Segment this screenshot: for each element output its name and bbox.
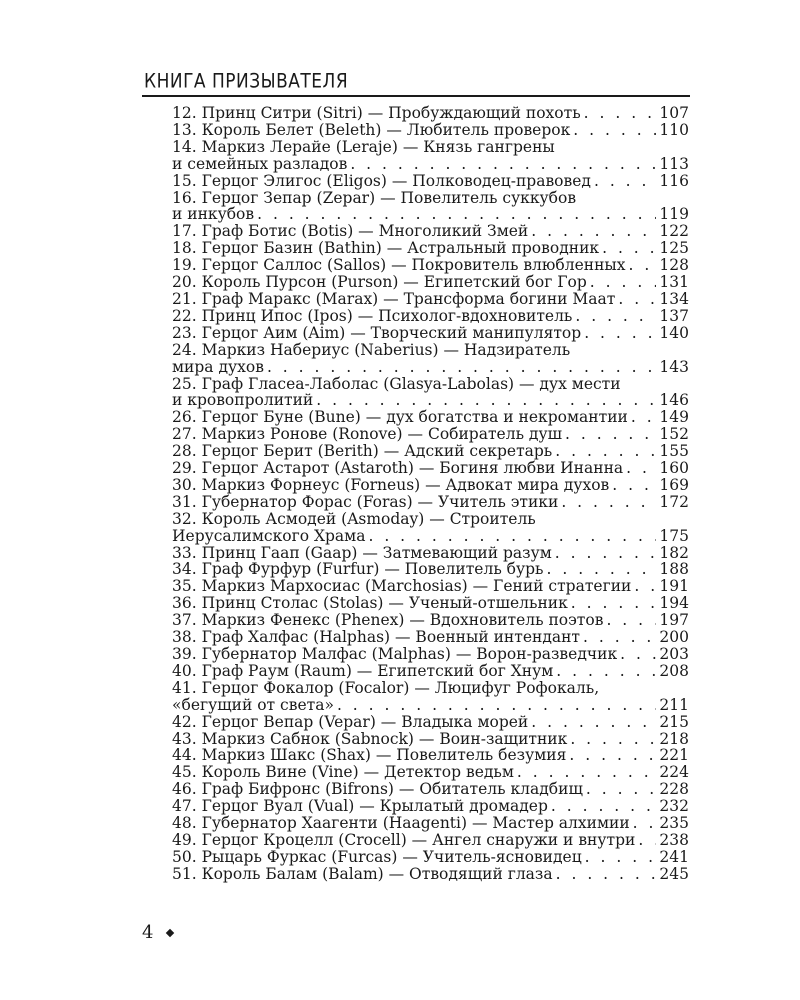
toc-entry-line xyxy=(172,122,689,139)
toc-entry-line xyxy=(172,832,689,849)
dot-leader xyxy=(556,866,657,883)
page-number: 4 xyxy=(142,922,154,943)
dot-leader xyxy=(316,392,656,409)
toc-entry xyxy=(172,578,689,595)
dot-leader xyxy=(350,156,656,173)
toc-page-number: 235 xyxy=(659,814,689,833)
toc-entry-title: 50. Рыцарь Фуркас (Furcas) — Учитель-ясновидец xyxy=(172,847,582,866)
dot-leader xyxy=(337,697,656,714)
toc-entry-line xyxy=(172,815,689,832)
dot-leader xyxy=(594,173,656,190)
toc-page-number: 228 xyxy=(659,780,689,799)
dot-leader xyxy=(555,545,657,562)
toc-page-number: 134 xyxy=(659,289,689,308)
toc-page-number: 221 xyxy=(659,746,689,765)
toc-entry xyxy=(172,477,689,494)
dot-leader xyxy=(602,240,656,257)
toc-entry-line xyxy=(172,849,689,866)
toc-page-number: 113 xyxy=(659,154,689,173)
toc-page-number: 143 xyxy=(659,357,689,376)
dot-leader xyxy=(634,578,656,595)
toc-page-number: 208 xyxy=(659,661,689,680)
toc-entry-title: мира духов xyxy=(172,357,264,376)
toc-entry xyxy=(172,629,689,646)
toc-page-number: 110 xyxy=(659,120,689,139)
toc-entry-line xyxy=(172,714,689,731)
toc-entry-line xyxy=(172,629,689,646)
toc-page-number: 238 xyxy=(659,830,689,849)
toc-entry xyxy=(172,494,689,511)
toc-page-number: 131 xyxy=(659,273,689,292)
toc-entry-title-line xyxy=(172,342,689,359)
toc-entry-line xyxy=(172,561,689,578)
toc-entry-line xyxy=(172,206,689,223)
dot-leader xyxy=(618,291,656,308)
toc-entry-line xyxy=(172,528,689,545)
toc-page-number: 122 xyxy=(659,222,689,241)
toc-entry-title: 49. Герцог Кроцелл (Crocell) — Ангел снаружи и внутри xyxy=(172,830,636,849)
toc-page-number: 149 xyxy=(659,408,689,427)
toc-entry-title: 12. Принц Ситри (Sitri) — Пробуждающий похоть xyxy=(172,104,581,122)
toc-page-number: 232 xyxy=(659,797,689,816)
toc-entry-title: 35. Маркиз Мархосиас (Marchosias) — Гений стратегии xyxy=(172,577,632,596)
toc-entry-title: 43. Маркиз Сабнок (Sabnock) — Воин-защитник xyxy=(172,729,568,748)
toc-entry xyxy=(172,731,689,748)
toc-entry-title: 45. Король Вине (Vine) — Детектор ведьм xyxy=(172,763,514,782)
toc-page-number: 218 xyxy=(659,729,689,748)
toc-entry-title: 32. Король Асмодей (Asmoday) — Строитель xyxy=(172,509,536,528)
toc-entry-line xyxy=(172,359,689,376)
toc-entry xyxy=(172,747,689,764)
toc-entry-line xyxy=(172,477,689,494)
dot-leader xyxy=(606,612,656,629)
toc-entry-title: 36. Принц Столас (Stolas) — Ученый-отшельник xyxy=(172,594,568,613)
toc-entry xyxy=(172,561,689,578)
toc-page-number: 241 xyxy=(659,847,689,866)
dot-leader xyxy=(368,528,656,545)
toc-entry-title: «бегущий от света» xyxy=(172,695,334,714)
dot-leader xyxy=(555,443,656,460)
toc-entry-title: Иерусалимского Храма xyxy=(172,526,366,545)
toc-page-number: 194 xyxy=(659,594,689,613)
toc-entry-line xyxy=(172,494,689,511)
toc-entry-line xyxy=(172,612,689,629)
dot-leader xyxy=(517,764,656,781)
toc-entry-line xyxy=(172,646,689,663)
toc-entry-line xyxy=(172,545,689,562)
toc-entry xyxy=(172,190,689,224)
toc-entry-title: 17. Граф Ботис (Botis) — Многоликий Змей xyxy=(172,222,529,241)
toc-page-number: 211 xyxy=(659,695,689,714)
toc-entry-line xyxy=(172,460,689,477)
dot-leader xyxy=(633,815,657,832)
toc-page-number: 125 xyxy=(659,239,689,258)
toc-entry xyxy=(172,308,689,325)
toc-entry xyxy=(172,325,689,342)
toc-entry-line xyxy=(172,663,689,680)
toc-entry xyxy=(172,545,689,562)
dot-leader xyxy=(531,223,656,240)
toc-entry-line xyxy=(172,156,689,173)
toc-entry xyxy=(172,257,689,274)
page-footer xyxy=(142,922,173,943)
toc-entry-line xyxy=(172,240,689,257)
toc-page-number: 119 xyxy=(659,205,689,224)
dot-leader xyxy=(612,477,656,494)
toc-entry-line xyxy=(172,223,689,240)
toc-entry xyxy=(172,815,689,832)
toc-entry-title: 21. Граф Маракс (Marax) — Трансформа богини Маат xyxy=(172,289,616,308)
toc-page-number: 188 xyxy=(659,560,689,579)
toc-entry xyxy=(172,376,689,410)
toc-page-number: 169 xyxy=(659,475,689,494)
toc-entry xyxy=(172,342,689,376)
diamond-icon xyxy=(166,928,174,936)
dot-leader xyxy=(631,409,657,426)
toc-entry xyxy=(172,764,689,781)
toc-entry xyxy=(172,105,689,122)
dot-leader xyxy=(573,122,656,139)
toc-entry-line xyxy=(172,173,689,190)
toc-entry xyxy=(172,139,689,173)
toc-page-number: 116 xyxy=(659,171,689,190)
dot-leader xyxy=(584,105,657,122)
toc-entry-title: 20. Король Пурсон (Purson) — Египетский бог Гор xyxy=(172,273,587,292)
dot-leader xyxy=(531,714,656,731)
toc-entry xyxy=(172,274,689,291)
toc-entry-title: 46. Граф Бифронс (Bifrons) — Обитатель кладбищ xyxy=(172,780,583,799)
toc-entry-line xyxy=(172,798,689,815)
toc-entry-line xyxy=(172,866,689,883)
toc-page-number: 197 xyxy=(659,611,689,630)
dot-leader xyxy=(629,257,657,274)
toc-entry xyxy=(172,122,689,139)
toc-entry-title: 25. Граф Гласеа-Лаболас (Glasya-Labolas) — дух мести xyxy=(172,374,621,393)
dot-leader xyxy=(590,274,657,291)
toc-entry-title: 15. Герцог Элигос (Eligos) — Полководец-правовед xyxy=(172,171,591,190)
toc-entry xyxy=(172,612,689,629)
toc-page-number: 137 xyxy=(659,306,689,325)
toc-entry-title: 38. Граф Халфас (Halphas) — Военный интендант xyxy=(172,628,581,647)
toc-entry xyxy=(172,714,689,731)
toc-entry xyxy=(172,680,689,714)
toc-page-number: 175 xyxy=(659,526,689,545)
dot-leader xyxy=(571,595,657,612)
dot-leader xyxy=(585,849,657,866)
toc-entry xyxy=(172,240,689,257)
toc-entry-line xyxy=(172,731,689,748)
toc-entry-title: 26. Герцог Буне (Bune) — дух богатства и некромантии xyxy=(172,408,628,427)
toc-entry-title: 40. Граф Раум (Raum) — Египетский бог Хнум xyxy=(172,661,554,680)
toc-page-number: 245 xyxy=(659,864,689,883)
toc-entry-title: и инкубов xyxy=(172,205,255,224)
toc-entry xyxy=(172,173,689,190)
toc-entry xyxy=(172,866,689,883)
toc-entry-line xyxy=(172,764,689,781)
toc-entry-title: 48. Губернатор Хаагенти (Haagenti) — Мастер алхимии xyxy=(172,814,630,833)
toc-entry-title: 24. Маркиз Набериус (Naberius) — Надзиратель xyxy=(172,340,571,359)
toc-entry-title: 30. Маркиз Форнеус (Forneus) — Адвокат мира духов xyxy=(172,475,610,494)
toc-entry xyxy=(172,460,689,477)
toc-entry-line xyxy=(172,291,689,308)
toc-entry xyxy=(172,443,689,460)
header-rule xyxy=(142,95,690,97)
toc-entry xyxy=(172,781,689,798)
toc-entry-line xyxy=(172,747,689,764)
toc-entry-title: 19. Герцог Саллос (Sallos) — Покровитель влюбленных xyxy=(172,256,626,275)
toc-entry-title-line xyxy=(172,511,689,528)
toc-entry-line xyxy=(172,409,689,426)
toc-entry-line xyxy=(172,781,689,798)
dot-leader xyxy=(267,359,656,376)
toc-entry-line xyxy=(172,105,689,122)
toc-entry-title: и кровопролитий xyxy=(172,391,314,410)
dot-leader xyxy=(565,426,656,443)
toc-entry-title: 41. Герцог Фокалор (Focalor) — Люцифуг Рофокаль, xyxy=(172,678,600,697)
toc-entry xyxy=(172,595,689,612)
toc-page-number: 215 xyxy=(659,712,689,731)
toc-page-number: 107 xyxy=(659,104,689,122)
toc-entry-line xyxy=(172,257,689,274)
toc-entry-title-line xyxy=(172,190,689,207)
toc-page-number: 191 xyxy=(659,577,689,596)
toc-entry xyxy=(172,409,689,426)
toc-entry-title: 22. Принц Ипос (Ipos) — Психолог-вдохновитель xyxy=(172,306,573,325)
toc-entry-title: 42. Герцог Вепар (Vepar) — Владыка морей xyxy=(172,712,529,731)
toc-entry-title-line xyxy=(172,680,689,697)
toc-entry-title-line xyxy=(172,376,689,393)
toc-entry-line xyxy=(172,274,689,291)
dot-leader xyxy=(551,798,657,815)
toc-page-number: 146 xyxy=(659,391,689,410)
toc-entry xyxy=(172,663,689,680)
toc-entry-title: 47. Герцог Вуал (Vual) — Крылатый дромадер xyxy=(172,797,548,816)
toc-entry-line xyxy=(172,595,689,612)
dot-leader xyxy=(583,629,656,646)
toc-entry-title: 14. Маркиз Лерайе (Leraje) — Князь гангрены xyxy=(172,137,555,156)
toc-entry xyxy=(172,646,689,663)
toc-entry xyxy=(172,798,689,815)
toc-entry-title: 18. Герцог Базин (Bathin) — Астральный проводник xyxy=(172,239,600,258)
toc-entry-title: 33. Принц Гаап (Gaap) — Затмевающий разум xyxy=(172,543,552,562)
dot-leader xyxy=(569,747,656,764)
dot-leader xyxy=(575,308,656,325)
running-header: КНИГА ПРИЗЫВАТЕЛЯ xyxy=(144,70,349,93)
toc-entry-title: 28. Герцог Берит (Berith) — Адский секретарь xyxy=(172,442,553,461)
toc-entry xyxy=(172,849,689,866)
toc-entry-title-line xyxy=(172,139,689,156)
dot-leader xyxy=(547,561,657,578)
dot-leader xyxy=(561,494,656,511)
toc-page-number: 155 xyxy=(659,442,689,461)
toc-entry-title: 37. Маркиз Фенекс (Phenex) — Вдохновитель поэтов xyxy=(172,611,604,630)
toc-page-number: 182 xyxy=(659,543,689,562)
toc-entry-title: 44. Маркиз Шакс (Shax) — Повелитель безумия xyxy=(172,746,567,765)
toc-entry-title: 31. Губернатор Форас (Foras) — Учитель этики xyxy=(172,492,559,511)
toc-entry-title: 39. Губернатор Малфас (Malphas) — Ворон-разведчик xyxy=(172,645,618,663)
toc-page-number: 224 xyxy=(659,763,689,782)
dot-leader xyxy=(584,325,656,342)
dot-leader xyxy=(257,206,656,223)
toc-entry xyxy=(172,426,689,443)
toc-page-number: 203 xyxy=(659,645,689,663)
dot-leader xyxy=(556,663,656,680)
toc-entry-title: и семейных разладов xyxy=(172,154,348,173)
toc-entry-line xyxy=(172,578,689,595)
toc-entry-title: 29. Герцог Астарот (Astaroth) — Богиня любви Инанна xyxy=(172,459,624,478)
toc-page-number: 128 xyxy=(659,256,689,275)
toc-page-number: 140 xyxy=(659,323,689,342)
toc-entry-title: 51. Король Балам (Balam) — Отводящий глаза xyxy=(172,864,553,883)
dot-leader xyxy=(626,460,656,477)
table-of-contents xyxy=(172,105,689,883)
toc-entry xyxy=(172,223,689,240)
toc-entry-line xyxy=(172,392,689,409)
toc-entry-title: 13. Король Белет (Beleth) — Любитель проверок xyxy=(172,120,571,139)
toc-entry xyxy=(172,511,689,545)
toc-entry-line xyxy=(172,325,689,342)
dot-leader xyxy=(638,832,656,849)
toc-page-number: 200 xyxy=(659,628,689,647)
toc-entry-title: 34. Граф Фурфур (Furfur) — Повелитель бурь xyxy=(172,560,544,579)
toc-page-number: 160 xyxy=(659,459,689,478)
dot-leader xyxy=(620,646,656,663)
toc-entry xyxy=(172,291,689,308)
toc-entry-line xyxy=(172,308,689,325)
toc-entry-line xyxy=(172,443,689,460)
dot-leader xyxy=(586,781,657,798)
toc-page-number: 172 xyxy=(659,492,689,511)
toc-entry xyxy=(172,832,689,849)
toc-page-number: 152 xyxy=(659,425,689,444)
toc-entry-title: 23. Герцог Аим (Aim) — Творческий манипулятор xyxy=(172,323,582,342)
toc-entry-title: 27. Маркиз Ронове (Ronove) — Собиратель душ xyxy=(172,425,563,444)
toc-entry-line xyxy=(172,697,689,714)
dot-leader xyxy=(570,731,656,748)
toc-entry-line xyxy=(172,426,689,443)
toc-entry-title: 16. Герцог Зепар (Zepar) — Повелитель суккубов xyxy=(172,188,577,207)
